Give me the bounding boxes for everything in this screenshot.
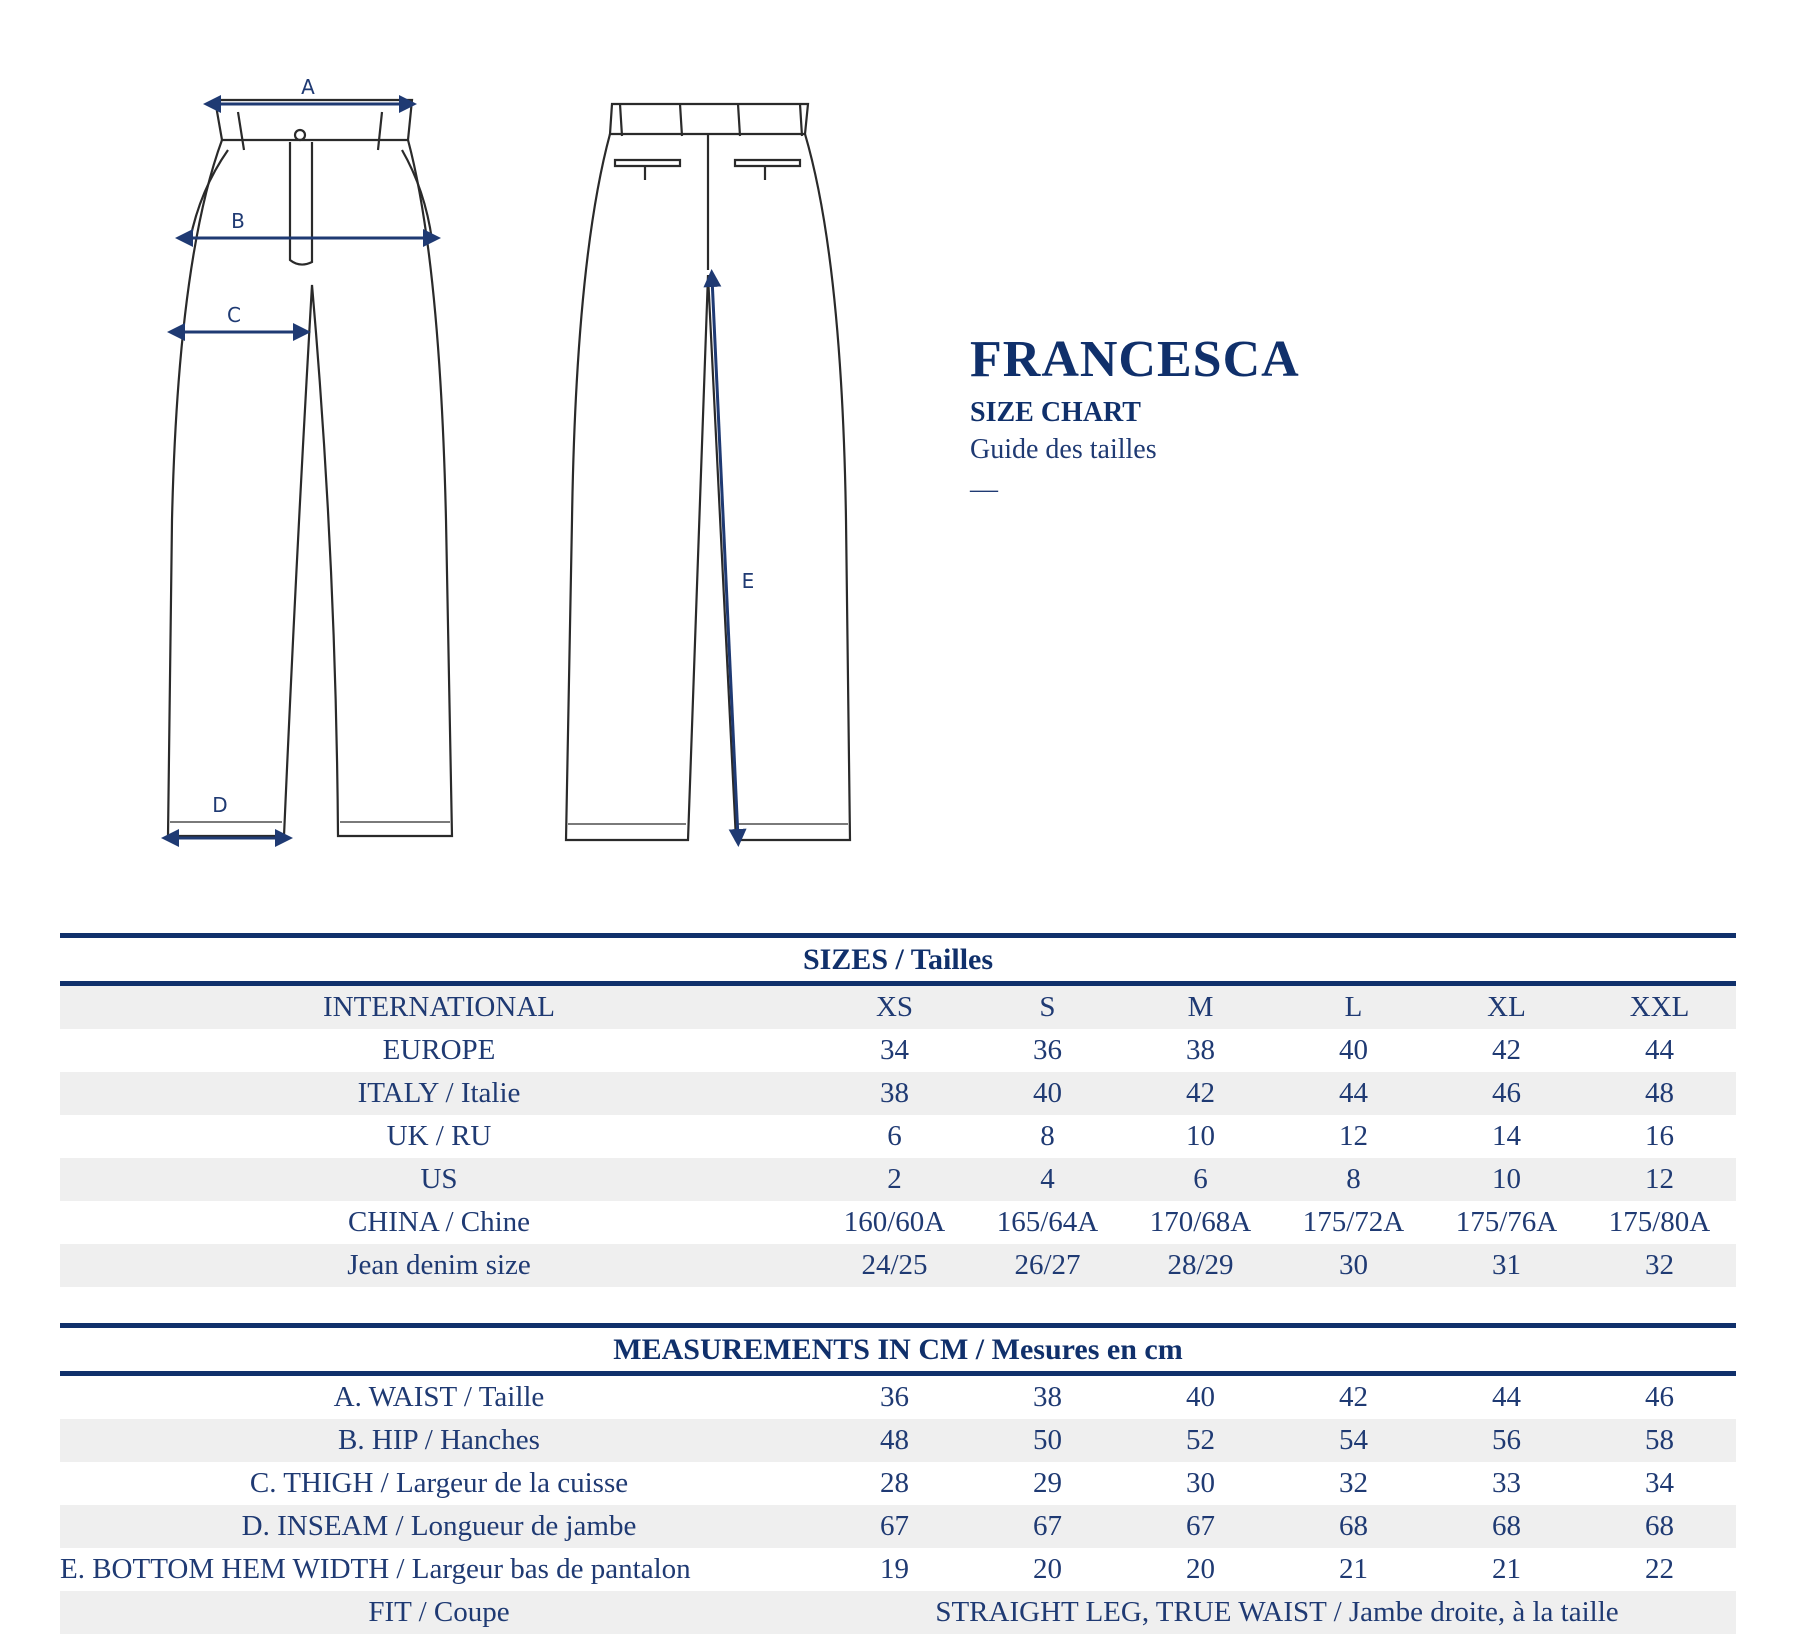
size-cell: 175/80A <box>1608 1206 1711 1238</box>
size-cell: 6 <box>1193 1163 1208 1195</box>
size-cell: 165/64A <box>996 1206 1099 1238</box>
back-view-drawing <box>566 104 850 840</box>
size-chart-title: SIZE CHART <box>970 397 1141 428</box>
size-cell: 8 <box>1346 1163 1361 1195</box>
size-cell: 160/60A <box>843 1206 946 1238</box>
size-cell: 48 <box>1645 1077 1674 1109</box>
measurement-cell: 38 <box>1033 1381 1062 1413</box>
size-cell: L <box>1344 991 1363 1023</box>
size-cell: 14 <box>1492 1120 1521 1152</box>
size-cell: 44 <box>1339 1077 1368 1109</box>
measurement-cell: 68 <box>1339 1510 1368 1542</box>
measure-label-e: E <box>741 569 755 593</box>
size-cell: 175/76A <box>1455 1206 1558 1238</box>
size-cell: 34 <box>880 1034 909 1066</box>
size-row <box>60 1158 1736 1201</box>
size-cell: 10 <box>1186 1120 1215 1152</box>
size-row-label: ITALY / Italie <box>357 1077 521 1109</box>
size-row <box>60 1244 1736 1287</box>
trouser-technical-drawings <box>0 0 900 860</box>
size-cell: 24/25 <box>861 1249 928 1281</box>
back-measurement-lines <box>712 278 738 838</box>
measure-label-c: C <box>227 303 241 327</box>
size-row-label: US <box>420 1163 458 1195</box>
size-cell: 40 <box>1339 1034 1368 1066</box>
size-cell: XS <box>875 991 914 1023</box>
measure-label-b: B <box>231 209 245 233</box>
size-cell: XXL <box>1629 991 1690 1023</box>
size-cell: 42 <box>1186 1077 1215 1109</box>
size-row-label: INTERNATIONAL <box>323 991 555 1023</box>
measurement-row-label: E. BOTTOM HEM WIDTH / Largeur bas de pantalon <box>60 1553 691 1585</box>
size-cell: 8 <box>1040 1120 1055 1152</box>
measurement-cell: 48 <box>880 1424 909 1456</box>
measurements-header: MEASUREMENTS IN CM / Mesures en cm <box>613 1333 1183 1366</box>
size-row-label: CHINA / Chine <box>347 1206 531 1238</box>
measurements-rows <box>60 1376 1736 1591</box>
size-chart-title-fr: Guide des tailles <box>970 434 1157 465</box>
measure-label-a: A <box>301 75 315 99</box>
size-cell: 16 <box>1645 1120 1674 1152</box>
measurement-cell: 46 <box>1645 1381 1674 1413</box>
size-cell: 170/68A <box>1149 1206 1252 1238</box>
measurement-cell: 58 <box>1645 1424 1674 1456</box>
measurement-cell: 67 <box>880 1510 909 1542</box>
size-cell: S <box>1039 991 1056 1023</box>
size-cell: 12 <box>1339 1120 1368 1152</box>
fit-row <box>60 1591 1736 1634</box>
measurement-cell: 50 <box>1033 1424 1062 1456</box>
measurement-row <box>60 1376 1736 1419</box>
sizes-header: SIZES / Tailles <box>802 943 994 976</box>
measurement-cell: 68 <box>1492 1510 1521 1542</box>
size-row <box>60 1115 1736 1158</box>
measurement-row-label: A. WAIST / Taille <box>333 1381 545 1413</box>
measurement-row <box>60 1505 1736 1548</box>
measurement-cell: 40 <box>1186 1381 1215 1413</box>
measurement-cell: 33 <box>1492 1467 1521 1499</box>
measurement-cell: 42 <box>1339 1381 1368 1413</box>
title-block <box>970 330 1300 510</box>
measurement-cell: 34 <box>1645 1467 1674 1499</box>
size-cell: 44 <box>1645 1034 1674 1066</box>
measurement-row <box>60 1548 1736 1591</box>
measurement-cell: 68 <box>1645 1510 1674 1542</box>
size-cell: 38 <box>1186 1034 1215 1066</box>
measurement-cell: 29 <box>1033 1467 1062 1499</box>
size-row-label: EUROPE <box>382 1034 496 1066</box>
product-name: FRANCESCA <box>970 331 1300 388</box>
size-cell: 36 <box>1033 1034 1062 1066</box>
measurement-cell: 30 <box>1186 1467 1215 1499</box>
size-cell: 175/72A <box>1302 1206 1405 1238</box>
size-cell: 2 <box>887 1163 902 1195</box>
fit-value: STRAIGHT LEG, TRUE WAIST / Jambe droite, à la taille <box>935 1596 1619 1628</box>
size-row-label: UK / RU <box>386 1120 492 1152</box>
size-cell: 38 <box>880 1077 909 1109</box>
sizes-table <box>60 933 1736 1287</box>
size-cell: 30 <box>1339 1249 1368 1281</box>
measurement-cell: 67 <box>1033 1510 1062 1542</box>
measurement-row-label: D. INSEAM / Longueur de jambe <box>241 1510 637 1542</box>
measurement-row-label: B. HIP / Hanches <box>338 1424 540 1456</box>
size-cell: 31 <box>1492 1249 1521 1281</box>
measurement-cell: 20 <box>1186 1553 1215 1585</box>
size-cell: 42 <box>1492 1034 1521 1066</box>
size-cell: 46 <box>1492 1077 1521 1109</box>
size-row <box>60 1201 1736 1244</box>
size-cell: M <box>1187 991 1214 1023</box>
size-cell: 32 <box>1645 1249 1674 1281</box>
measurement-row <box>60 1462 1736 1505</box>
sizes-rows <box>60 986 1736 1287</box>
measurement-cell: 28 <box>880 1467 909 1499</box>
size-cell: XL <box>1487 991 1526 1023</box>
measurement-row <box>60 1419 1736 1462</box>
measurement-cell: 56 <box>1492 1424 1521 1456</box>
measurement-cell: 67 <box>1186 1510 1215 1542</box>
measure-label-d: D <box>212 793 228 817</box>
measurement-cell: 21 <box>1339 1553 1368 1585</box>
size-row <box>60 1072 1736 1115</box>
measurement-cell: 36 <box>880 1381 909 1413</box>
measurement-row-label: C. THIGH / Largeur de la cuisse <box>249 1467 629 1499</box>
measurement-cell: 22 <box>1645 1553 1674 1585</box>
measurement-cell: 52 <box>1186 1424 1215 1456</box>
size-cell: 40 <box>1033 1077 1062 1109</box>
measurement-cell: 20 <box>1033 1553 1062 1585</box>
measurement-cell: 19 <box>880 1553 909 1585</box>
size-cell: 6 <box>887 1120 902 1152</box>
measurements-table <box>60 1323 1736 1634</box>
measurement-cell: 21 <box>1492 1553 1521 1585</box>
size-cell: 10 <box>1492 1163 1521 1195</box>
size-cell: 28/29 <box>1167 1249 1234 1281</box>
fit-label: FIT / Coupe <box>368 1596 510 1628</box>
size-cell: 12 <box>1645 1163 1674 1195</box>
size-row-label: Jean denim size <box>347 1249 531 1281</box>
size-row <box>60 1029 1736 1072</box>
size-cell: 4 <box>1040 1163 1055 1195</box>
measurement-cell: 32 <box>1339 1467 1368 1499</box>
measurement-cell: 54 <box>1339 1424 1368 1456</box>
title-dash: — <box>970 474 998 505</box>
front-view-drawing <box>168 100 452 836</box>
measurement-cell: 44 <box>1492 1381 1521 1413</box>
size-row <box>60 986 1736 1029</box>
size-cell: 26/27 <box>1014 1249 1081 1281</box>
